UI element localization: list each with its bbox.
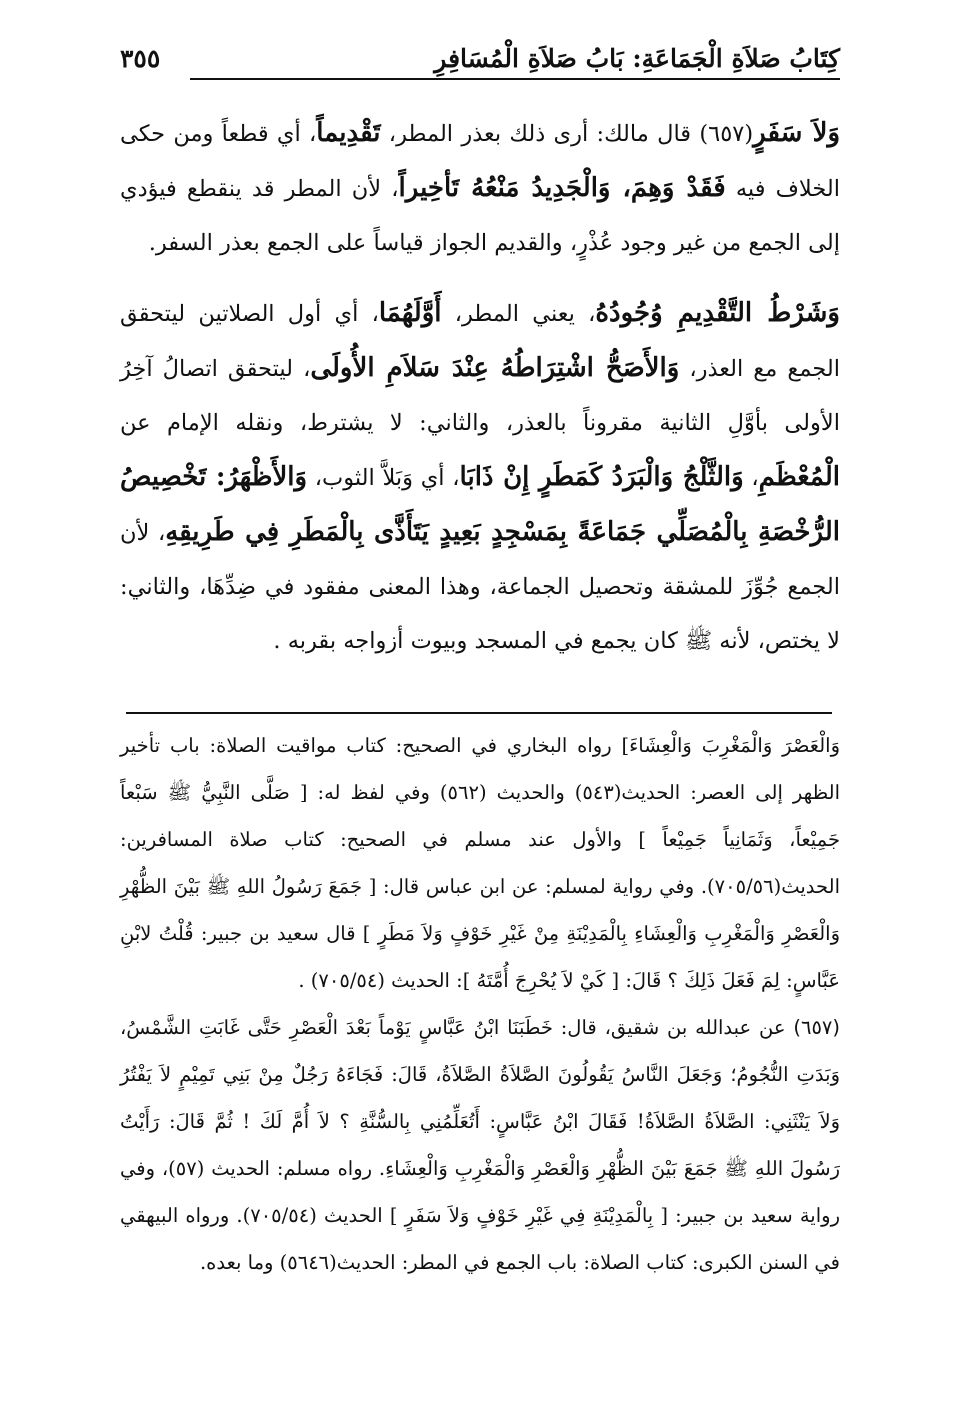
footnote-separator: [126, 712, 832, 714]
footnote-text: عن عبدالله بن شقيق، قال: خَطَبَنَا ابْنُ عَبَّاسٍ يَوْماً بَعْدَ الْعَصْرِ حَتَّى غَابَتِ الشَّمْسُ، وَبَدَتِ النُّجُومُ؛ وَجَعَلَ النَّاسُ يَقُولُونَ الصَّلاَةُ الصَّلاَةُ، قَالَ: فَجَاءَهُ رَجُلٌ مِنْ بَنِي تَمِيْمٍ لاَ يَفْتُرُ وَلاَ يَنْثَنِي: الصَّلاَةُ الصَّلاَةُ! فَقَالَ ابْنُ عَبَّاسٍ: أَتُعَلِّمُنِي بِالسُّنَّةِ ؟ لاَ أُمَّ لَكَ ! ثُمَّ قَالَ: رَأَيْتُ رَسُولَ اللهِ ﷺ جَمَعَ بَيْنَ الظُّهْرِ وَالْعَصْرِ وَالْمَغْرِبِ وَالْعِشَاءِ. رواه مسلم: الحديث (٥٧)، وفي رواية سعيد بن جبير: [ بِالْمَدِيْنَةِ فِي غَيْرِ خَوْفٍ وَلاَ سَفَرٍ ] الحديث (٧٠٥/٥٤). ورواه البيهقي في السنن الكبرى: كتاب الصلاة: باب الجمع في المطر: الحديث(٥٦٤٦) وما بعده.: [120, 1016, 840, 1274]
matn-text: فَقَدْ وَهِمَ، وَالْجَدِيدُ مَنْعُهُ تَأخِيراً: [398, 173, 726, 203]
running-title: كِتَابُ صَلاَةِ الْجَمَاعَةِ: بَابُ صَلاَةِ الْمُسَافِرِ: [434, 44, 840, 73]
matn-text: وَالثَّلْجُ وَالْبَرَدُ كَمَطَرٍ إِنْ ذَابَا: [459, 462, 744, 492]
footnote-ref: (٦٥٧): [699, 121, 754, 147]
main-text: [120, 106, 840, 668]
footnote-continued: وَالْعَصْرَ وَالْمَغْرِبَ وَالْعِشَاءَ] رواه البخاري في الصحيح: كتاب مواقيت الصلاة: باب تأخير الظهر إلى العصر: الحديث(٥٤٣) والحديث (٥٦٢) وفي لفظ له: [ صَلَّى النَّبِيُّ ﷺ سَبْعاً جَمِيْعاً، وَثَمَانِياً جَمِيْعاً ] والأول عند مسلم في الصحيح: كتاب صلاة المسافرين: الحديث(٧٠٥/٥٦). وفي رواية لمسلم: عن ابن عباس قال: [ جَمَعَ رَسُولُ اللهِ ﷺ بَيْنَ الظُّهْرِ وَالْعَصْرِ وَالْمَغْرِبِ وَالْعِشَاءِ بِالْمَدِيْنَةِ مِنْ غَيْرِ خَوْفٍ وَلاَ مَطَرٍ ] قال سعيد بن جبير: قُلْتُ لابْنِ عَبَّاسٍ: لِمَ فَعَلَ ذَلِكَ ؟ قَالَ: [ كَيْ لاَ يُحْرِجَ أُمَّتَهُ ]: الحديث (٧٠٥/٥٤) .: [120, 734, 840, 992]
commentary-text: ، أي أول الصلاتين ليتحقق الجمع مع العذر،: [120, 301, 840, 382]
matn-text: وَلاَ سَفَرٍ: [753, 118, 841, 148]
commentary-text: قال مالك: أرى ذلك بعذر المطر،: [380, 121, 700, 147]
matn-text: وَشَرْطُ التَّقْدِيمِ وُجُودُهُ: [595, 298, 840, 328]
commentary-text: ، يعني المطر،: [441, 301, 596, 327]
paragraph-2: [120, 286, 840, 668]
matn-text: تَقْدِيماً: [316, 118, 381, 148]
commentary-text: ،: [743, 465, 759, 491]
commentary-text: ، لأن المطر قد ينقطع فيؤدي إلى الجمع من غير وجود عُذْرٍ، والقديم الجواز قياساً على الجمع بعذر السفر.: [120, 176, 840, 256]
footnote-657: [120, 1004, 840, 1286]
page-number: ٣٥٥: [120, 44, 161, 73]
footnotes: [120, 722, 840, 1286]
commentary-text: ، أي قطعاً ومن حكى الخلاف فيه: [120, 121, 840, 202]
running-header: [120, 42, 840, 82]
matn-text: الْمُعْظَمِ: [758, 462, 841, 492]
matn-text: وَالأَظْهَرُ: تَخْصِيصُ الرُّخْصَةِ بِالْمُصَلِّي جَمَاعَةً بِمَسْجِدٍ بَعِيدٍ يَتَأَذَّى بِالْمَطَرِ فِي طَرِيقِهِ: [120, 462, 840, 547]
commentary-text: ، ليتحقق اتصالُ آخِرُ الأولى بأوَّلِ الثانية مقروناً بالعذر، والثاني: لا يشترط، ونقله الإمام عن: [120, 356, 840, 436]
commentary-text: ، لأن الجمع جُوِّزَ للمشقة وتحصيل الجماعة، وهذا المعنى مفقود في ضِدِّهَا، والثاني: لا يختص، لأنه ﷺ كان يجمع في المسجد وبيوت أزواجه بقربه .: [120, 520, 840, 654]
commentary-text: ، أي وَبَلاَّ الثوب،: [307, 465, 460, 491]
matn-text: أَوَّلَهُمَا: [378, 298, 442, 328]
paragraph-1: [120, 106, 840, 270]
footnote-number: (٦٥٧): [793, 1016, 840, 1039]
header-rule: [190, 78, 840, 80]
matn-text: وَالأَصَحُّ اشْتِرَاطُهُ عِنْدَ سَلاَمِ الأُولَى: [310, 353, 680, 383]
